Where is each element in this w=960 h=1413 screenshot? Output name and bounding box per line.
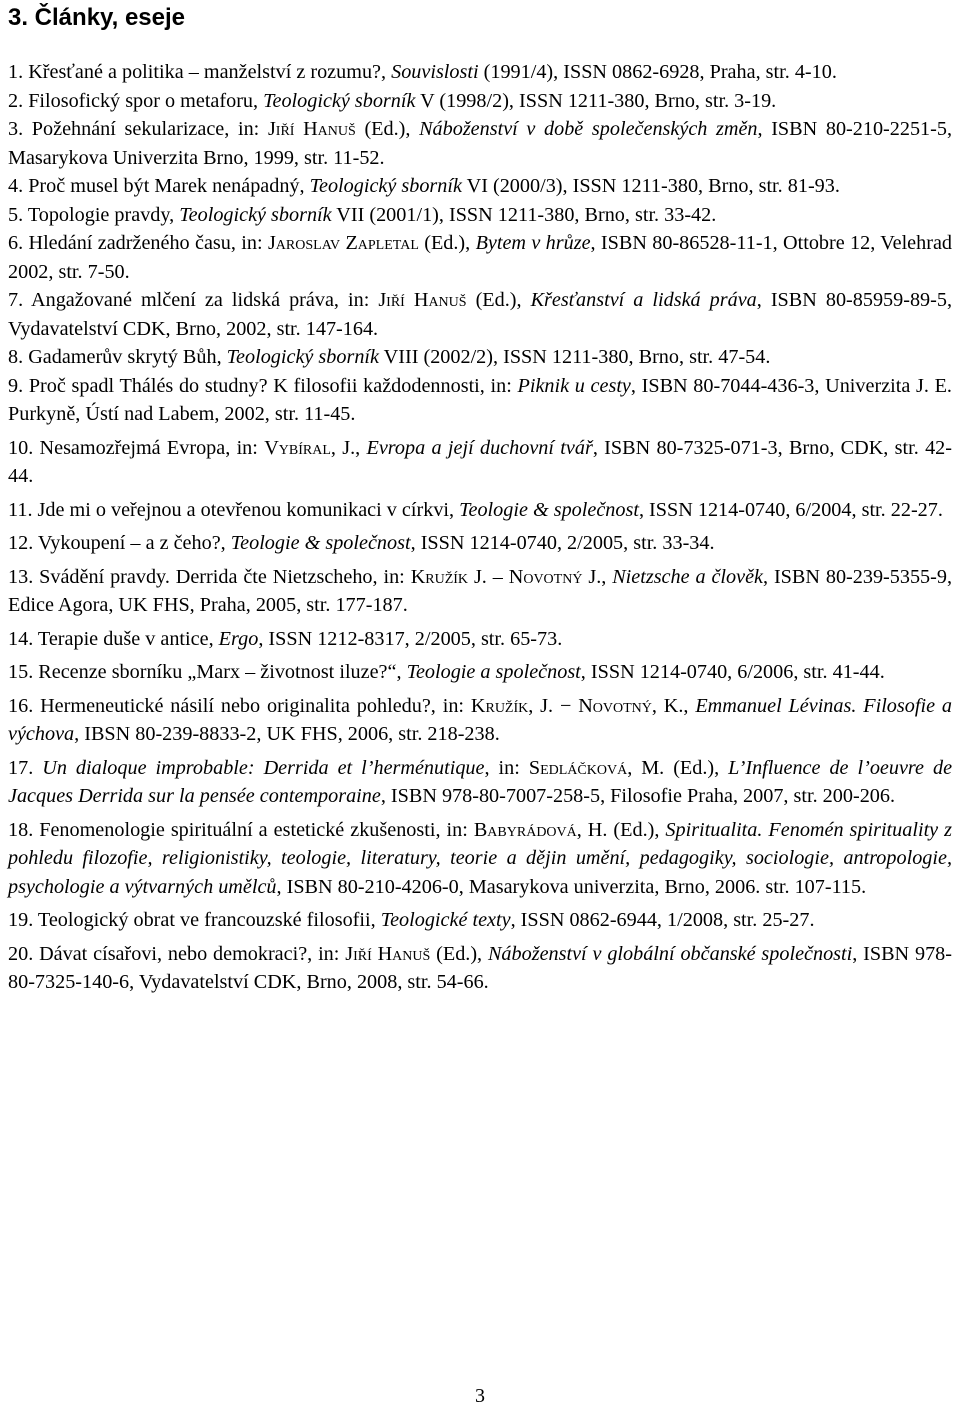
entry-text: 2. Filosofický spor o metaforu,: [8, 89, 264, 112]
entry-text: 7. Angažované mlčení za lidská práva, in:: [8, 289, 379, 311]
entry-author: Jiří Hanuš: [267, 118, 356, 140]
entry-text: (Ed.),: [466, 289, 531, 311]
bibliography-entry: [8, 372, 952, 429]
entry-text: 9. Proč spadl Thálés do studny? K filosofii každodennosti, in:: [8, 374, 518, 397]
entry-author: Kružík: [470, 694, 529, 717]
bibliography-entry: [8, 940, 952, 997]
entry-title-italic: Bytem v hrůze: [475, 232, 591, 254]
entry-text: VI (2000/3), ISSN 1211-380, Brno, str. 81-93.: [461, 175, 840, 197]
entry-title-italic: Teologický sborník: [226, 346, 379, 368]
entry-text: 11. Jde mi o veřejnou a otevřenou komunikaci v církvi,: [8, 498, 460, 521]
entry-title-italic: Teologický sborník: [263, 89, 416, 112]
entry-text: , ISSN 1214-0740, 6/2006, str. 41-44.: [580, 661, 885, 683]
entry-text: , ISBN 978-80-7325-140-6, Vydavatelství CDK, Brno, 2008, str. 54-66.: [8, 942, 952, 993]
page-number: 3: [475, 1385, 485, 1407]
entry-text: , J.,: [330, 436, 367, 459]
entry-title-italic: Teologický sborník: [179, 203, 332, 226]
bibliography-entry: [8, 343, 952, 372]
entry-text: V (1998/2), ISSN 1211-380, Brno, str. 3-19.: [415, 89, 777, 112]
entry-text: J. –: [468, 565, 509, 588]
bibliography-entry: [8, 172, 952, 201]
entry-text: VIII (2002/2), ISSN 1211-380, Brno, str. 47-54.: [379, 346, 771, 368]
entry-text: 15. Recenze sborníku „Marx – životnost iluze?“,: [8, 661, 407, 683]
entry-text: (1991/4), ISSN 0862-6928, Praha, str. 4-10.: [478, 61, 837, 83]
entry-title-italic: Spiritualita. Fenomén spirituality z pohledu filozofie, religionistiky, teologie, literatury, teorie a dějin umění, pedagogiky, sociologie, antropologie, psychologie a výtvarných umělců: [8, 818, 952, 898]
entry-title-italic: Teologický sborník: [309, 175, 462, 197]
entry-text: , ISBN 978-80-7007-258-5, Filosofie Praha, 2007, str. 200-206.: [380, 785, 896, 807]
entry-title-italic: Teologie a společnost: [406, 661, 581, 683]
bibliography-entry: [8, 286, 952, 343]
entry-title-italic: Nietzsche a člověk: [612, 565, 764, 588]
entry-text: 1. Křesťané a politika – manželství z rozumu?,: [8, 61, 392, 83]
entry-text: , ISBN 80-210-2251-5, Masarykova Univerzita Brno, 1999, str. 11-52.: [8, 118, 953, 169]
entry-text: , ISBN 80-7325-071-3, Brno, CDK, str. 42-44.: [8, 436, 952, 487]
entry-text: (Ed.),: [355, 118, 420, 140]
entry-text: 16. Hermeneutické násilí nebo originalita pohledu?, in:: [8, 694, 471, 717]
entry-text: 5. Topologie pravdy,: [8, 203, 180, 226]
entry-text: , ISBN 80-7044-436-3, Univerzita J. E. Purkyně, Ústí nad Labem, 2002, str. 11-45.: [8, 374, 952, 425]
entry-title-italic: Náboženství v době společenských změn: [419, 118, 758, 140]
section-heading: 3. Články, eseje: [8, 4, 185, 31]
entry-text: 12. Vykoupení – a z čeho?,: [8, 532, 231, 554]
entry-title-italic: Piknik u cesty: [517, 374, 631, 397]
bibliography-entry: [8, 87, 952, 116]
entry-author: Jaroslav Zapletal: [267, 232, 419, 254]
entry-title-italic: Emmanuel Lévinas. Filosofie a výchova: [8, 694, 952, 745]
entry-text: J.,: [582, 565, 613, 588]
entry-author: Babyrádová: [473, 818, 577, 841]
entry-text: 17.: [8, 756, 43, 779]
entry-text: , ISBN 80-239-5355-9, Edice Agora, UK FHS, Praha, 2005, str. 177-187.: [8, 565, 953, 616]
entry-text: 8. Gadamerův skrytý Bůh,: [8, 346, 227, 368]
entry-text: , M. (Ed.),: [627, 756, 729, 779]
entry-text: , ISSN 0862-6944, 1/2008, str. 25-27.: [510, 909, 815, 931]
bibliography-entry: [8, 115, 952, 172]
entry-text: 4. Proč musel být Marek nenápadný,: [8, 175, 310, 197]
entry-author: Novotný: [508, 565, 583, 588]
entry-text: , ISSN 1214-0740, 6/2004, str. 22-27.: [638, 498, 943, 521]
bibliography-entry: [8, 754, 952, 811]
bibliography-entry: [8, 906, 952, 935]
entry-text: 18. Fenomenologie spirituální a estetické zkušenosti, in:: [8, 818, 474, 841]
entry-text: , IBSN 80-239-8833-2, UK FHS, 2006, str. 218-238.: [74, 723, 500, 745]
entry-text: , in:: [484, 756, 529, 779]
bibliography-list: [8, 58, 952, 997]
bibliography-entry: [8, 816, 952, 902]
entry-title-italic: Ergo: [218, 627, 259, 650]
entry-text: 3. Požehnání sekularizace, in:: [8, 118, 268, 140]
entry-text: , ISBN 80-210-4206-0, Masarykova univerzita, Brno, 2006. str. 107-115.: [276, 875, 867, 898]
entry-title-italic: Souvislosti: [391, 61, 479, 83]
entry-text: 6. Hledání zadrženého času, in:: [8, 232, 268, 254]
bibliography-entry: [8, 625, 952, 654]
entry-title-italic: Křesťanství a lidská práva: [530, 289, 757, 311]
entry-title-italic: Un dialoque improbable: Derrida et l’herménutique: [42, 756, 485, 779]
entry-text: , J. −: [528, 694, 579, 717]
entry-title-italic: Teologie & společnost: [459, 498, 639, 521]
entry-title-italic: L’Influence de l’oeuvre de Jacques Derrida sur la pensée contemporaine: [8, 756, 953, 807]
entry-text: 13. Svádění pravdy. Derrida čte Nietzscheho, in:: [8, 565, 411, 588]
entry-author: Kružík: [410, 565, 469, 588]
entry-text: , ISSN 1214-0740, 2/2005, str. 33-34.: [410, 532, 715, 554]
entry-text: 20. Dávat císařovi, nebo demokraci?, in:: [8, 942, 346, 965]
bibliography-entry: [8, 692, 952, 749]
entry-author: Vybíral: [264, 436, 331, 459]
entry-text: , ISBN 80-86528-11-1, Ottobre 12, Velehrad 2002, str. 7-50.: [8, 232, 953, 283]
entry-text: VII (2001/1), ISSN 1211-380, Brno, str. 33-42.: [331, 203, 717, 226]
bibliography-entry: [8, 434, 952, 491]
bibliography-entry: [8, 496, 952, 525]
entry-text: , ISBN 80-85959-89-5, Vydavatelství CDK, Brno, 2002, str. 147-164.: [8, 289, 952, 340]
bibliography-entry: [8, 563, 952, 620]
bibliography-entry: [8, 58, 952, 87]
entry-title-italic: Teologické texty: [380, 909, 511, 931]
bibliography-entry: [8, 201, 952, 230]
entry-title-italic: Evropa a její duchovní tvář: [366, 436, 593, 459]
entry-author: Jiří Hanuš: [378, 289, 467, 311]
entry-title-italic: Náboženství v globální občanské společnosti: [487, 942, 853, 965]
entry-text: 14. Terapie duše v antice,: [8, 627, 219, 650]
bibliography-entry: [8, 658, 952, 687]
bibliography-entry: [8, 529, 952, 558]
entry-author: Jiří Hanuš: [345, 942, 431, 965]
entry-author: Sedláčková: [528, 756, 628, 779]
entry-text: , ISSN 1212-8317, 2/2005, str. 65-73.: [258, 627, 563, 650]
entry-author: Novotný: [578, 694, 652, 717]
entry-text: 19. Teologický obrat ve francouzské filosofii,: [8, 909, 381, 931]
bibliography-entry: [8, 229, 952, 286]
entry-text: (Ed.),: [418, 232, 476, 254]
entry-title-italic: Teologie & společnost: [230, 532, 411, 554]
entry-text: 10. Nesamozřejmá Evropa, in:: [8, 436, 265, 459]
entry-text: , H. (Ed.),: [576, 818, 666, 841]
entry-text: , K.,: [651, 694, 696, 717]
entry-text: (Ed.),: [430, 942, 488, 965]
